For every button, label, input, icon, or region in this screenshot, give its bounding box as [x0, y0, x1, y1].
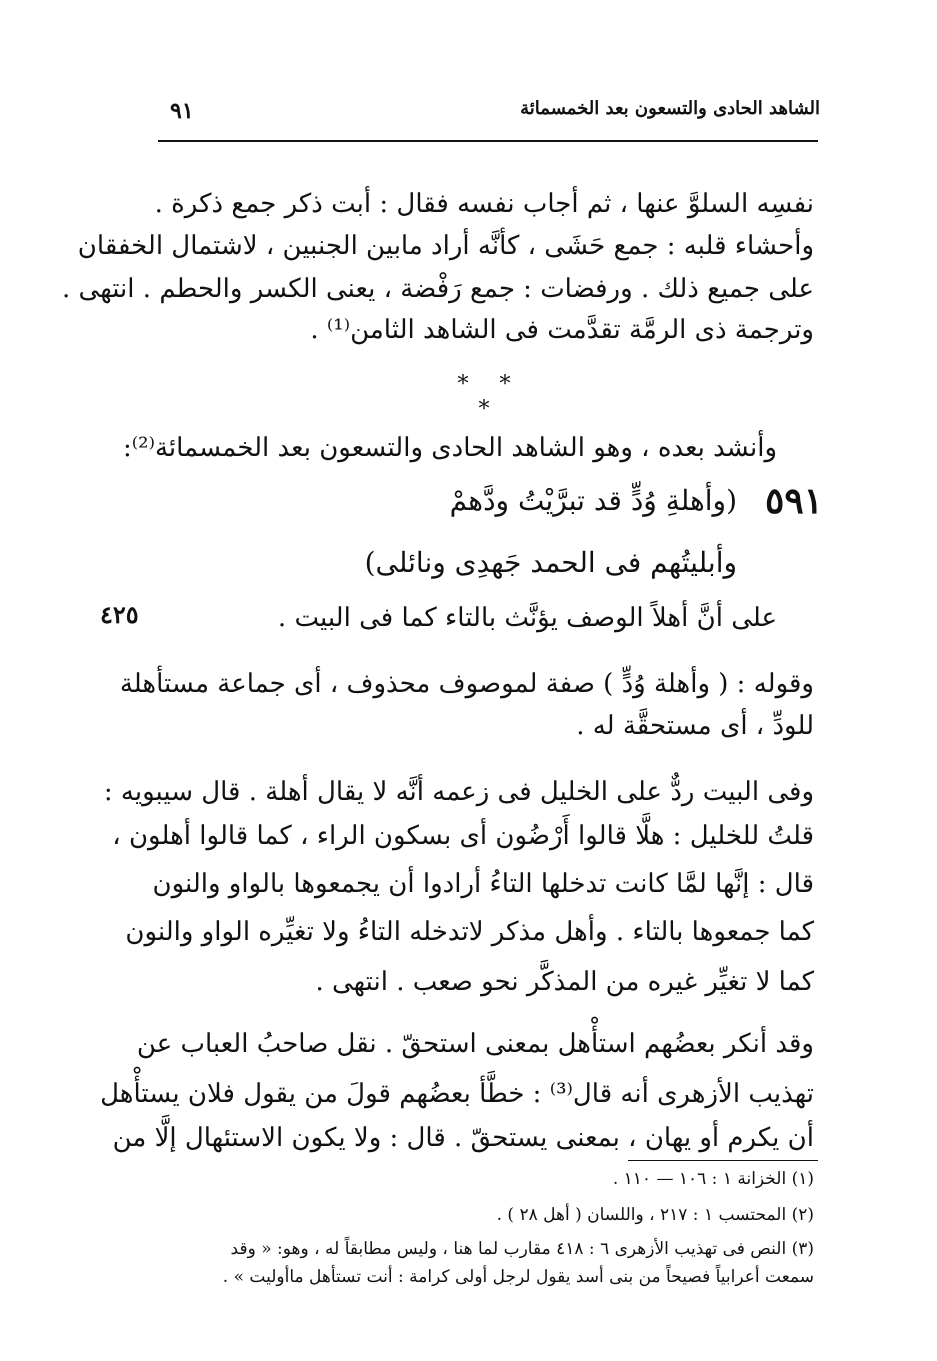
footnote: (٢) المحتسب ١ : ٢١٧ ، واللسان ( أهل ٢٨ ) .	[496, 1205, 814, 1225]
body-line: كما جمعوها بالتاء . وأهل مذكر لاتدخله التاءُ ولا تغيِّره الواو والنون	[125, 917, 814, 947]
page-number: ٩١	[170, 98, 194, 124]
body-line: على جميع ذلك . ورفضات : جمع رَفْضة ، يعنى الكسر والحطم . انتهى .	[62, 274, 814, 304]
margin-page-number: ٤٢٥	[100, 600, 139, 629]
body-line: تهذيب الأزهرى أنه قال⁽³⁾ : خطَّأ بعضُهم قولَ من يقول فلان يستأْهل	[100, 1079, 814, 1109]
body-line: قال : إنَّها لمَّا كانت تدخلها التاءُ أرادوا أن يجمعوها بالواو والنون	[152, 869, 814, 899]
body-line: كما لا تغيِّر غيره من المذكَّر نحو صعب . انتهى .	[315, 967, 814, 997]
body-line: أن يكرم أو يهان ، بمعنى يستحقّ . قال : ولا يكون الاستئهال إلَّا من	[112, 1123, 814, 1153]
footnote: (١) الخزانة ١ : ١٠٦ — ١١٠ .	[612, 1169, 814, 1189]
verse-number: ٥٩١	[765, 480, 824, 522]
body-line: على أنَّ أهلاً الوصف يؤنَّث بالتاء كما فى البيت .	[277, 603, 777, 633]
body-line: للودِّ ، أى مستحقَّة له .	[576, 711, 814, 741]
body-line: وفى البيت ردٌّ على الخليل فى زعمه أنَّه لا يقال أهلة . قال سيبويه :	[103, 777, 814, 807]
running-header-title: الشاهد الحادى والتسعون بعد الخمسمائة	[520, 98, 820, 119]
footnote: (٣) النص فى تهذيب الأزهرى ٦ : ٤١٨ مقارب لما هنا ، وليس مطابقاً له ، وهو: « وقد	[230, 1239, 814, 1259]
body-line: وأحشاء قلبه : جمع حَشَى ، كأنَّه أراد مابين الجنبين ، لاشتمال الخفقان	[77, 231, 814, 261]
body-line: وقد أنكر بعضُهم استأْهل بمعنى استحقّ . نقل صاحبُ العباب عن	[136, 1029, 814, 1059]
section-separator: * * *	[457, 372, 523, 422]
header-rule	[158, 140, 818, 142]
verse-line-2: وأبليتُهم فى الحمد جَهدِى ونائلى)	[364, 546, 737, 579]
verse-intro: وأنشد بعده ، وهو الشاهد الحادى والتسعون بعد الخمسمائة⁽²⁾:	[122, 433, 777, 463]
body-line: وقوله : ( وأهلة وُدٍّ ) صفة لموصوف محذوف ، أى جماعة مستأهلة	[119, 669, 814, 699]
body-line: نفسِه السلوَّ عنها ، ثم أجاب نفسه فقال : أبت ذكر جمع ذكرة .	[154, 189, 814, 219]
footnote-rule	[628, 1160, 818, 1161]
body-line: قلتُ للخليل : هلَّا قالوا أَرْضُون أى بسكون الراء ، كما قالوا أهلون ،	[112, 821, 814, 851]
body-line: وترجمة ذى الرمَّة تقدَّمت فى الشاهد الثامن⁽¹⁾ .	[310, 315, 814, 345]
footnote: سمعت أعرابياً فصيحاً من بنى أسد يقول لرجل أولى كرامة : أنت تستأهل ماأوليت » .	[222, 1267, 814, 1287]
verse-line-1: (وأهلةِ وُدٍّ قد تبرَّيْتُ ودَّهمْ	[449, 484, 737, 517]
